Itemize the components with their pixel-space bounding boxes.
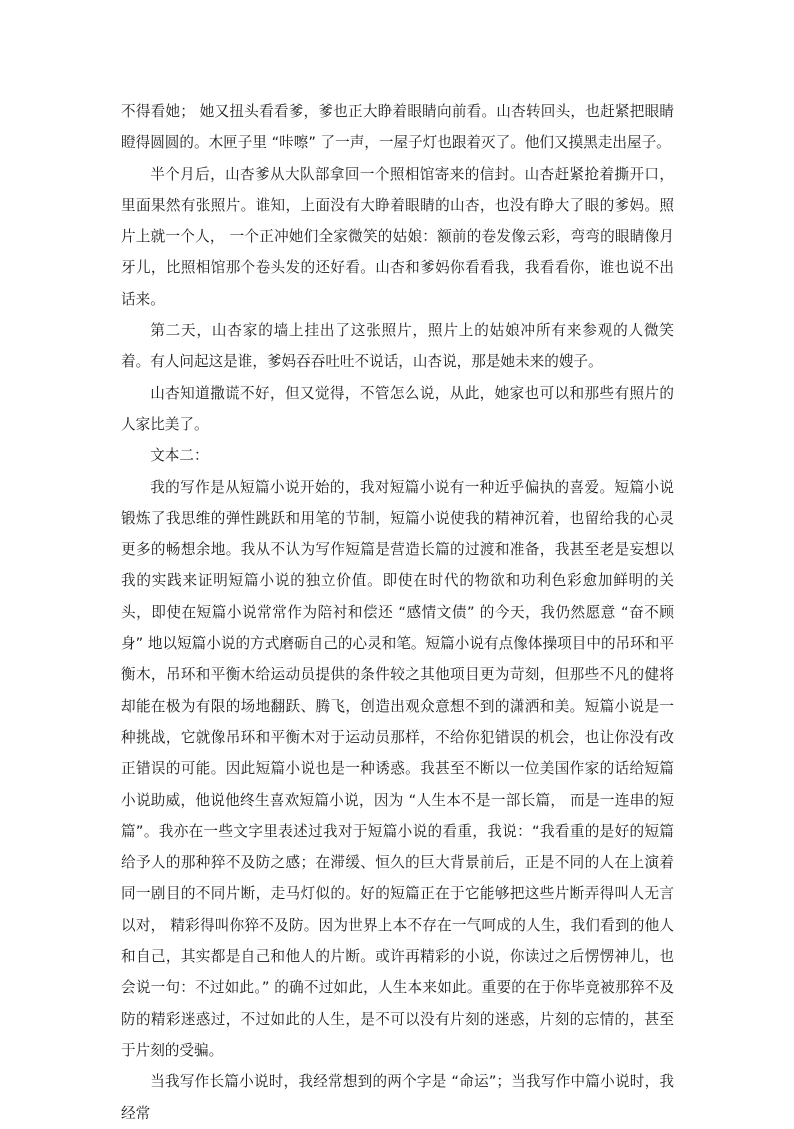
document-page (121, 96, 674, 1129)
paragraph-1: 不得看她； 她又扭头看看爹，爹也正大睁着眼睛向前看。山杏转回头，也赶紧把眼睛瞪得圆圆的。木匣子里 “咔嚓” 了一声，一屋子灯也跟着灭了。他们又摸黑走出屋子。 (121, 103, 674, 152)
section-heading: 文本二： (150, 447, 209, 465)
paragraph-4: 山杏知道撒谎不好，但又觉得，不管怎么说，从此，她家也可以和那些有照片的人家比美了。 (121, 384, 674, 433)
paragraph-3: 第二天，山杏家的墙上挂出了这张照片，照片上的姑娘冲所有来参观的人微笑着。有人问起这是谁，爹妈吞吞吐吐不说话，山杏说，那是她未来的嫂子。 (121, 322, 674, 371)
paragraph-2: 半个月后，山杏爹从大队部拿回一个照相馆寄来的信封。山杏赶紧抢着撕开口，里面果然有张照片。谁知，上面没有大睁着眼睛的山杏，也没有睁大了眼的爹妈。照片上就一个人， 一个正冲她们全家微笑的姑娘：额前的卷发像云彩，弯弯的眼睛像月牙儿，比照相馆那个卷头发的还好看。山杏和爹妈你看看我，我看看你，谁也说不出话来。 (121, 165, 674, 308)
paragraph-6: 当我写作长篇小说时，我经常想到的两个字是 “命运”；当我写作中篇小说时，我经常 (121, 1073, 674, 1122)
paragraph-5: 我的写作是从短篇小说开始的，我对短篇小说有一种近乎偏执的喜爱。短篇小说锻炼了我思维的弹性跳跃和用笔的节制，短篇小说使我的精神沉着，也留给我的心灵更多的畅想余地。我从不认为写作短篇是营造长篇的过渡和准备，我甚至老是妄想以我的实践来证明短篇小说的独立价值。即使在时代的物欲和功利色彩愈加鲜明的关头，即使在短篇小说常常作为陪衬和偿还 “感情文债” 的今天，我仍然愿意 “奋不顾身” 地以短篇小说的方式磨砺自己的心灵和笔。短篇小说有点像体操项目中的吊环和平衡木，吊环和平衡木给运动员提供的条件较之其他项目更为苛刻，但那些不凡的健将却能在极为有限的场地翻跃、腾飞，创造出观众意想不到的潇洒和美。短篇小说是一种挑战，它就像吊环和平衡木对于运动员那样，不给你犯错误的机会，也让你没有改正错误的可能。因此短篇小说也是一种诱惑。我甚至不断以一位美国作家的话给短篇小说助威，他说他终生喜欢短篇小说，因为 “人生本不是一部长篇， 而是一连串的短篇”。我亦在一些文字里表述过我对于短篇小说的看重，我说：“我看重的是好的短篇给予人的那种猝不及防之感；在滞缓、恒久的巨大背景前后，正是不同的人在上演着同一剧目的不同片断，走马灯似的。好的短篇正在于它能够把这些片断弄得叫人无言以对， 精彩得叫你猝不及防。因为世界上本不存在一气呵成的人生，我们看到的他人和自己，其实都是自己和他人的片断。或许再精彩的小说，你读过之后愣愣神儿，也会说一句：不过如此。” 的确不过如此，人生本来如此。重要的在于你毕竟被那猝不及防的精彩迷惑过，不过如此的人生，是不可以没有片刻的迷惑，片刻的忘情的，甚至于片刻的受骗。 (121, 478, 674, 1059)
